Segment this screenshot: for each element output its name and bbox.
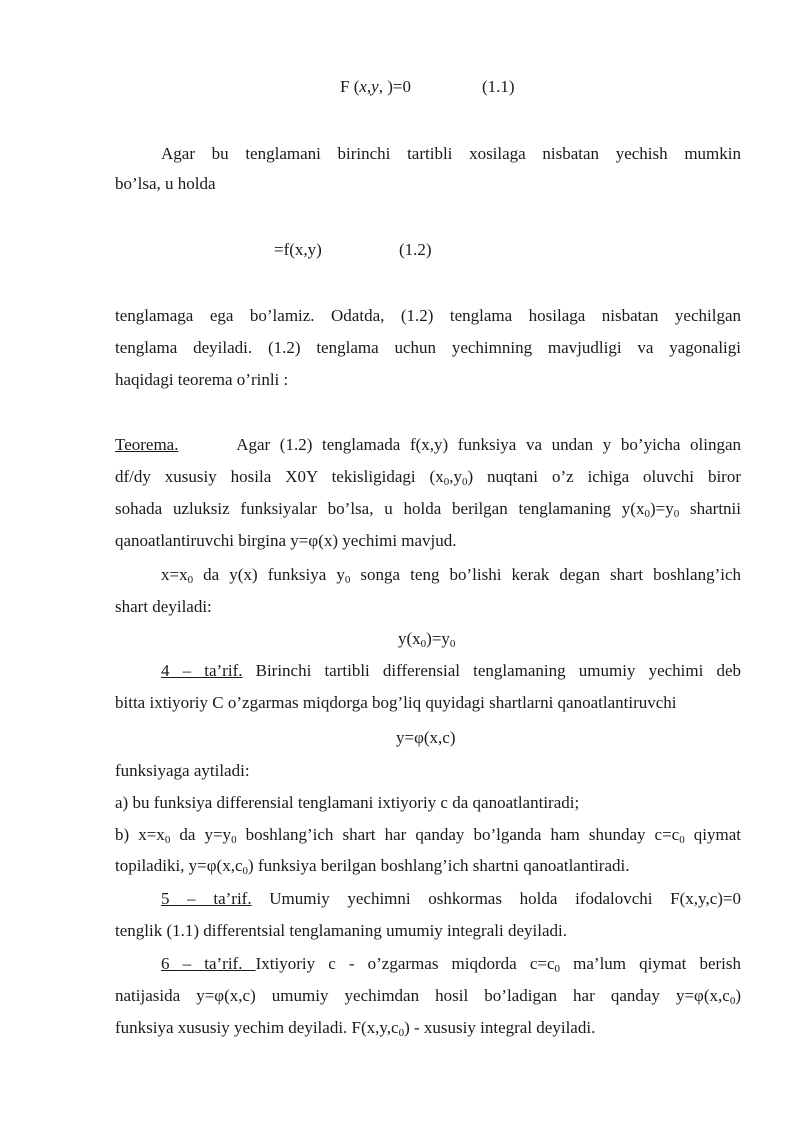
def4-text: Birinchi tartibli differensial tenglamaning umumiy yechimi deb	[242, 661, 741, 680]
initial-formula	[398, 628, 455, 650]
def6-text: ) - xususiy integral deyiladi.	[404, 1018, 596, 1037]
def4-text: da y=y	[170, 825, 232, 844]
def4-text: ) funksiya berilgan boshlang’ich shartni qanoatlantiradi.	[248, 856, 630, 875]
subscript: 0	[164, 834, 171, 846]
equation-number-1-2: (1.2)	[399, 240, 432, 259]
subscript: 0	[443, 476, 450, 488]
def4-item-a: a) bu funksiya differensial tenglamani ixtiyoriy c da qanoatlantiradi;	[115, 793, 580, 812]
def6-text: natijasida y=φ(x,c) umumiy yechimdan hosil bo’ladigan har qanday y=φ(x,c	[115, 986, 730, 1005]
subscript: 0	[398, 1027, 405, 1039]
eq-text: , )=0	[378, 77, 411, 96]
def6-line-2	[115, 985, 741, 1007]
subscript: 0	[729, 995, 736, 1007]
subscript: 0	[449, 638, 456, 650]
def6-text: ma’lum qiymat berish	[560, 954, 742, 973]
equation-1-2: =f(x,y)	[274, 240, 322, 259]
equation-1-1	[340, 76, 411, 98]
def6-line-3	[115, 1017, 595, 1039]
formula-text: )=y	[426, 629, 450, 648]
initial-line-2: shart deyiladi:	[115, 597, 212, 616]
equation-number-1-1: (1.1)	[482, 77, 515, 96]
def4-item-b-line-1	[115, 824, 741, 846]
def6-text: )	[735, 986, 741, 1005]
def6-line-1	[161, 953, 741, 975]
eq-text: ,	[366, 77, 372, 96]
paragraph-line: tenglama deyiladi. (1.2) tenglama uchun yechimning mavjudligi va yagonaligi	[115, 338, 741, 357]
def4-line-1	[161, 660, 741, 682]
def4-line-2: bitta ixtiyoriy C o’zgarmas miqdorga bog’liq quyidagi shartlarni qanoatlantiruvchi	[115, 693, 677, 712]
subscript: 0	[231, 834, 237, 846]
eq-text: F (	[340, 77, 360, 96]
theorem-text: shartnii	[679, 499, 741, 518]
theorem-text: sohada uzluksiz funksiyalar bo’lsa, u holda berilgan tenglamaning y(x	[115, 499, 645, 518]
def4-text: topiladiki, y=φ(x,c	[115, 856, 243, 875]
theorem-text: ) nuqtani o’z ichiga oluvchi biror	[467, 467, 742, 486]
subscript: 0	[420, 638, 427, 650]
initial-line-1	[161, 564, 741, 586]
def5-line-2: tenglik (1.1) differentsial tenglamaning umumiy integrali deyiladi.	[115, 921, 567, 940]
theorem-line-2	[115, 466, 741, 488]
theorem-text: )=y	[649, 499, 674, 518]
def6-text: Ixtiyoriy c - o’zgarmas miqdorda c=c	[255, 954, 555, 973]
def4-label: 4 – ta’rif.	[161, 661, 243, 680]
theorem-line-3	[115, 498, 741, 520]
def6-text: funksiya xususiy yechim deyiladi. F(x,y,c	[115, 1018, 399, 1037]
paragraph-line: bo’lsa, u holda	[115, 174, 216, 193]
theorem-text: df/dy xususiy hosila X0Y tekisligidagi (x	[115, 467, 444, 486]
theorem-text: Agar (1.2) tenglamada f(x,y) funksiya va undan y bo’yicha olingan	[236, 435, 741, 454]
paragraph-line: tenglamaga ega bo’lamiz. Odatda, (1.2) tenglama hosilaga nisbatan yechilgan	[115, 306, 741, 325]
def4-line-3: funksiyaga aytiladi:	[115, 761, 250, 780]
def6-label: 6 – ta’rif.	[161, 954, 256, 973]
def4-text: b) x=x	[115, 825, 165, 844]
theorem-label: Teorema.	[115, 435, 179, 454]
theorem-line-1	[115, 434, 741, 456]
initial-text: songa teng bo’lishi kerak degan shart boshlang’ich	[350, 565, 741, 584]
def5-label: 5 – ta’rif.	[161, 889, 252, 908]
initial-text: x=x	[161, 565, 188, 584]
theorem-line-4: qanoatlantiruvchi birgina y=φ(x) yechimi mavjud.	[115, 531, 457, 550]
formula-text: y(x	[398, 629, 421, 648]
subscript: 0	[187, 574, 194, 586]
subscript: 0	[242, 865, 249, 877]
eq-var-x: x	[359, 77, 367, 96]
theorem-text: ,y	[449, 467, 462, 486]
paragraph-line: haqidagi teorema o’rinli :	[115, 370, 289, 389]
def4-formula: y=φ(x,c)	[396, 728, 456, 747]
subscript: 0	[344, 574, 351, 586]
paragraph-line: Agar bu tenglamani birinchi tartibli xosilaga nisbatan yechish mumkin	[161, 144, 741, 163]
subscript: 0	[644, 508, 650, 520]
subscript: 0	[461, 476, 468, 488]
def4-text: boshlang’ich shart har qanday bo’lganda ham shunday c=c	[236, 825, 680, 844]
def5-line-1	[161, 888, 741, 910]
subscript: 0	[554, 963, 561, 975]
eq-var-y: y	[371, 77, 379, 96]
def5-text: Umumiy yechimni oshkormas holda ifodalovchi F(x,y,c)=0	[251, 889, 741, 908]
def4-text: qiymat	[684, 825, 742, 844]
subscript: 0	[673, 508, 680, 520]
subscript: 0	[679, 834, 685, 846]
initial-text: da y(x) funksiya y	[193, 565, 345, 584]
def4-item-b-line-2	[115, 855, 629, 877]
